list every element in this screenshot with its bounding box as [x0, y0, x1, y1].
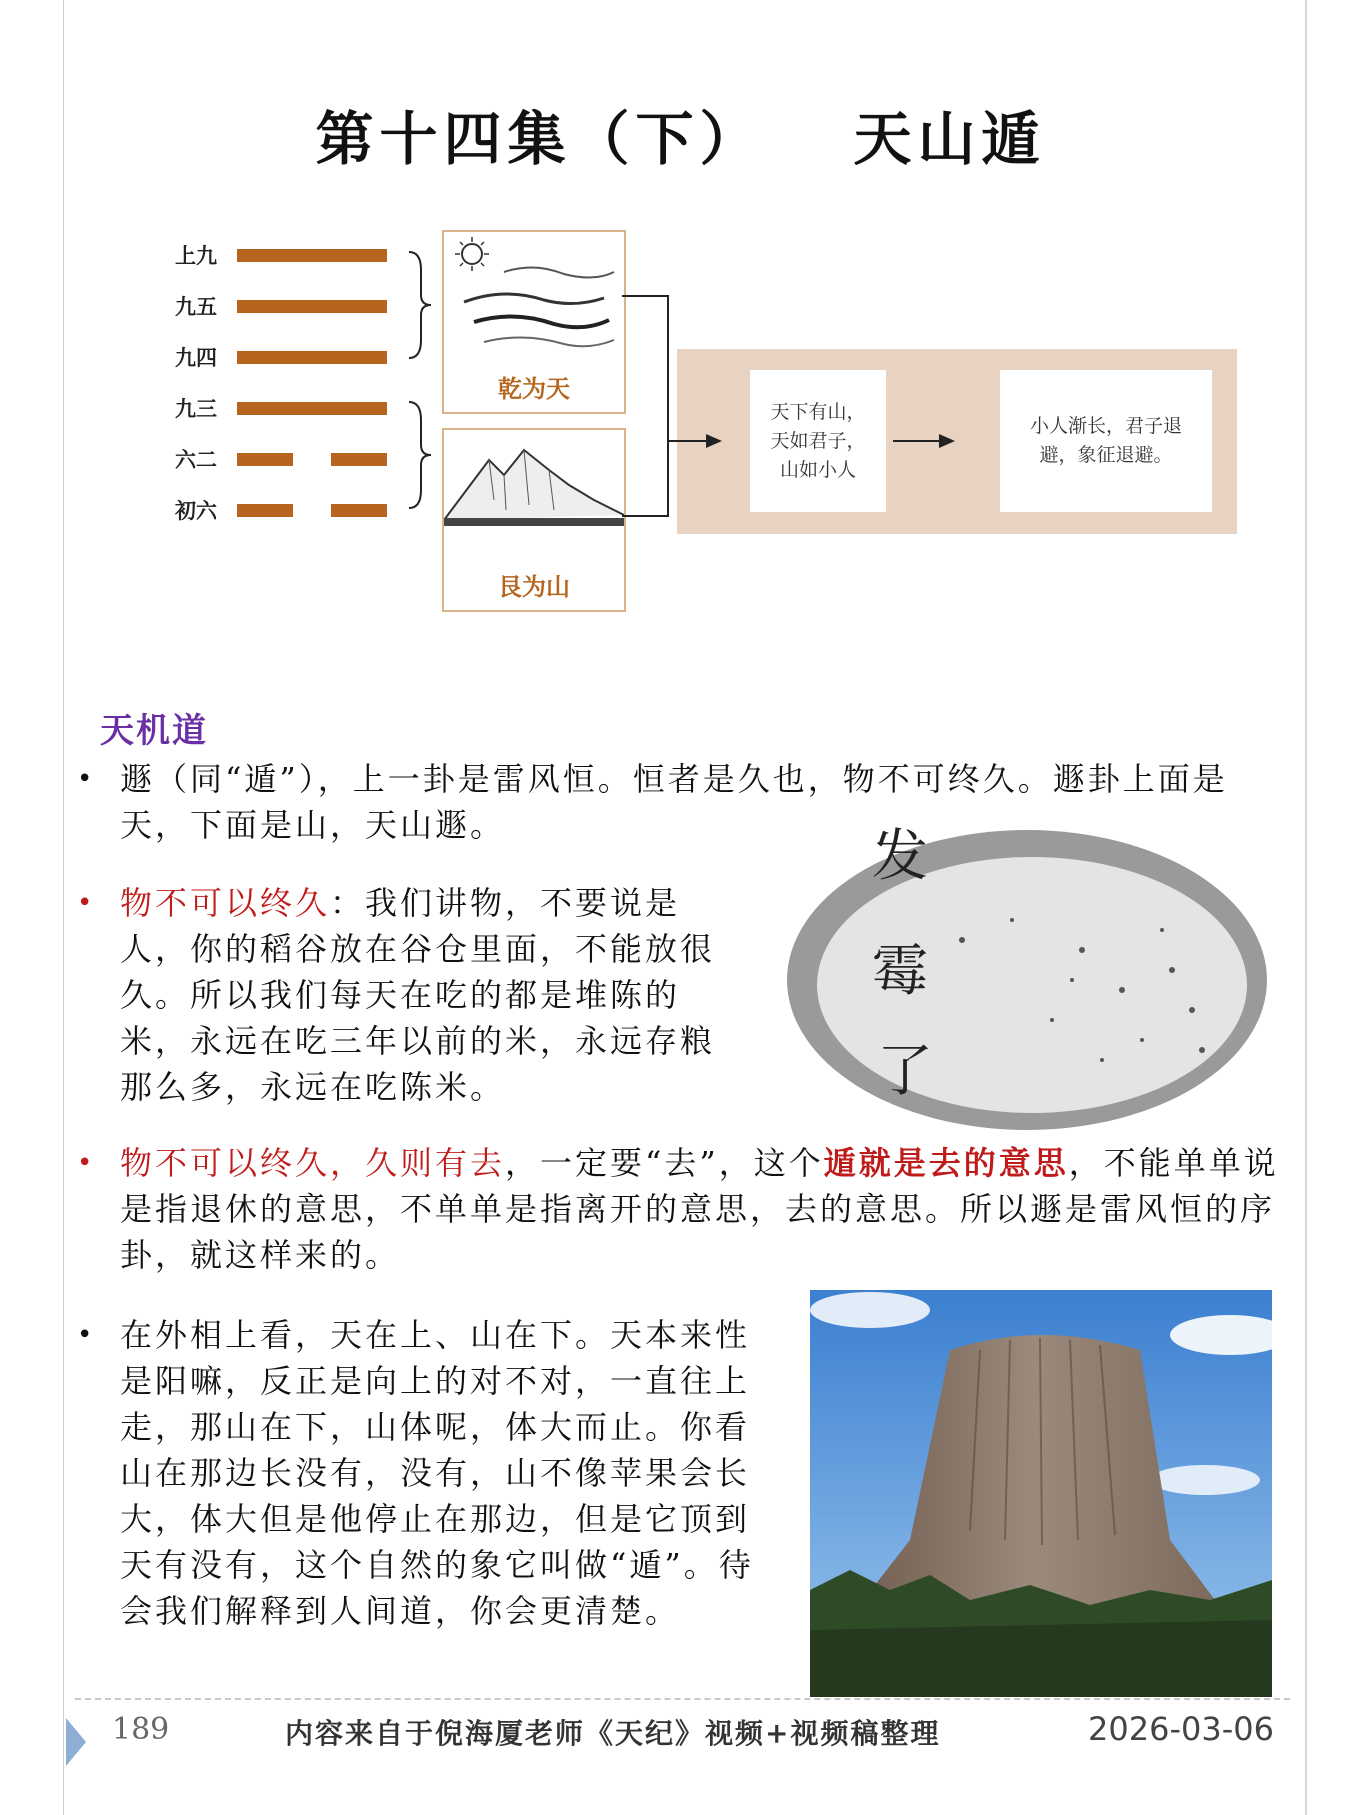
- bullet-paragraph-4: [77, 1312, 760, 1634]
- footer-divider: [75, 1698, 1290, 1700]
- paragraph-text: 在外相上看，天在上、山在下。天本来性是阳嘛，反正是向上的对不对，一直往上走，那山在下，山体呢，体大而止。你看山在那边长没有，没有，山不像苹果会长大，体大但是他停止在那边，但是它顶到天有没有，这个自然的象它叫做“遁”。待会我们解释到人间道，你会更清楚。: [120, 1316, 754, 1630]
- sky-cloud-illustration: [444, 232, 624, 372]
- yin-line-right: [331, 504, 387, 517]
- overlay-char-3: 了: [877, 1039, 933, 1104]
- arrow-line: [893, 440, 941, 442]
- line-label-6: 初六: [175, 499, 217, 523]
- meaning-box-2: 小人渐长，君子退 避，象征退避。: [1000, 370, 1212, 512]
- yang-line: [237, 351, 387, 364]
- highlight-bold: 遁就是去的意思: [823, 1144, 1069, 1182]
- mountain-image-box: [442, 428, 626, 612]
- heaven-image-box: [442, 230, 626, 414]
- title-episode: 第十四集（下）: [315, 105, 764, 173]
- bullet-paragraph-2: [77, 880, 740, 1110]
- lower-brace: [405, 400, 435, 510]
- upper-brace: [405, 250, 435, 360]
- yin-line-right: [331, 453, 387, 466]
- bullet-dot: •: [77, 764, 96, 794]
- overlay-char-2: 霉: [872, 939, 928, 1004]
- bullet-dot: •: [77, 1320, 96, 1350]
- title-hexagram: 天山遁: [853, 105, 1046, 173]
- paragraph-text: ：我们讲物，不要说是人，你的稻谷放在谷仓里面，不能放很久。所以我们每天在吃的都是堆陈的米，永远在吃三年以前的米，永远存粮那么多，永远在吃陈米。: [120, 884, 716, 1106]
- page-left-border: [63, 0, 64, 1815]
- triangle-marker-icon: [66, 1718, 86, 1766]
- paragraph-text: ，不能单单说是指退休的意思，不单单是指离开的意思，去的意思。所以遯是雷风恒的序卦，就这样来的。: [120, 1144, 1279, 1274]
- connector-line: [622, 295, 668, 297]
- overlay-char-1: 发: [872, 824, 928, 889]
- rice-bowl-illustration: [782, 820, 1272, 1134]
- highlight-lead: 物不可以终久，久则有去: [120, 1144, 506, 1182]
- arrow-right-icon: [939, 434, 955, 448]
- arrow-right-icon: [706, 434, 722, 448]
- page-title: [0, 92, 1361, 176]
- lower-trigram-caption: 艮为山: [498, 573, 570, 601]
- line-label-2: 九五: [175, 295, 217, 319]
- footer-date: 2026-03-06: [1088, 1710, 1274, 1748]
- connector-line: [622, 515, 668, 517]
- yang-line: [237, 402, 387, 415]
- upper-trigram-caption: 乾为天: [498, 375, 570, 403]
- connector-line: [667, 295, 669, 517]
- section-heading: 天机道: [100, 711, 208, 751]
- yin-line-left: [237, 453, 293, 466]
- page-number: 189: [112, 1712, 170, 1747]
- line-label-5: 六二: [175, 448, 217, 472]
- line-label-4: 九三: [175, 397, 217, 421]
- highlight-lead: 物不可以终久: [120, 884, 331, 922]
- page-right-border: [1305, 0, 1307, 1815]
- meaning-box-1: 天下有山， 天如君子， 山如小人: [750, 370, 886, 512]
- source-note: 内容来自于倪海厦老师《天纪》视频+视频稿整理: [285, 1717, 941, 1750]
- mountain-photo: [810, 1290, 1272, 1697]
- paragraph-text: 遯（同“遁”），上一卦是雷风恒。恒者是久也，物不可终久。遯卦上面是天，下面是山，天山遯。: [120, 760, 1228, 844]
- bullet-paragraph-3: [77, 1140, 1280, 1278]
- rock-tower-illustration: [810, 1290, 1272, 1697]
- yin-line-left: [237, 504, 293, 517]
- hexagram-diagram: [160, 225, 1240, 655]
- line-label-1: 上九: [175, 244, 217, 268]
- yang-line: [237, 300, 387, 313]
- arrow-line: [668, 440, 708, 442]
- paragraph-text: ，一定要“去”，这个: [505, 1144, 824, 1182]
- mountain-illustration: [444, 430, 624, 540]
- bullet-dot: •: [77, 1148, 96, 1178]
- moldy-rice-image: [782, 820, 1272, 1134]
- line-label-3: 九四: [175, 346, 217, 370]
- bullet-dot: •: [77, 888, 96, 918]
- yang-line: [237, 249, 387, 262]
